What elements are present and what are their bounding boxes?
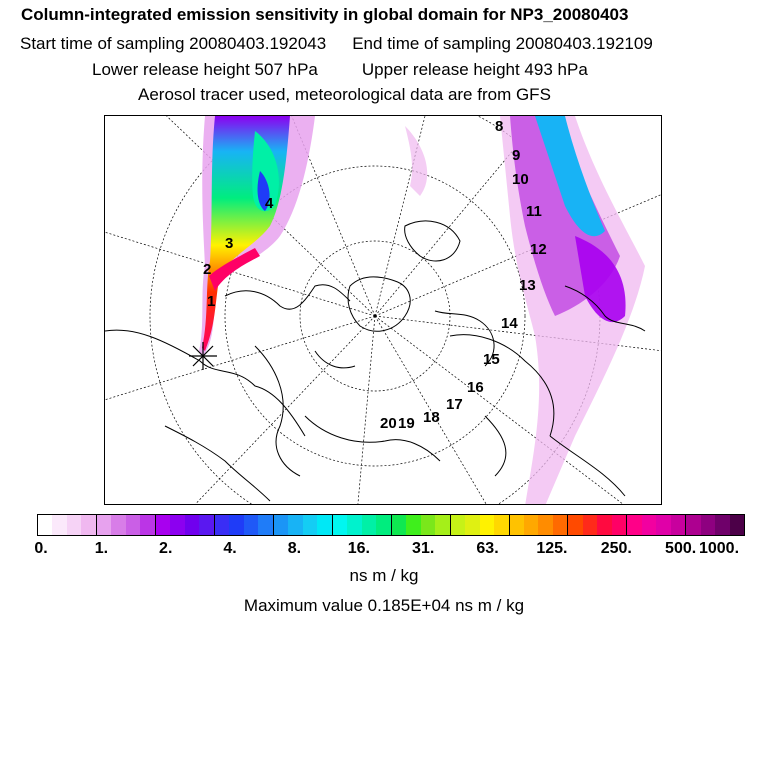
colorbar-segment (656, 515, 670, 535)
colorbar-segment (244, 515, 258, 535)
day-label-18: 18 (423, 409, 440, 426)
colorbar-tick-label: 16. (347, 540, 370, 557)
colorbar-segment (126, 515, 140, 535)
day-label-17: 17 (446, 396, 463, 413)
colorbar-tick-label: 1000. (698, 540, 740, 557)
colorbar-tick-label: 31. (412, 540, 435, 557)
colorbar-tick-label: 1. (94, 540, 109, 557)
colorbar-segment (362, 515, 376, 535)
star-marker (189, 342, 217, 370)
colorbar-unit: ns m / kg (349, 566, 419, 585)
colorbar-segment (597, 515, 611, 535)
colorbar-segment (185, 515, 199, 535)
colorbar-segment (111, 515, 125, 535)
colorbar-tick-label: 8. (287, 540, 302, 557)
day-label-10: 10 (512, 171, 529, 188)
colorbar-segment (465, 515, 479, 535)
colorbar-segment (451, 515, 465, 535)
colorbar-segment (715, 515, 729, 535)
colorbar-segment (392, 515, 406, 535)
colorbar-tick-label: 63. (476, 540, 499, 557)
colorbar-segment (701, 515, 715, 535)
colorbar (37, 514, 745, 536)
sampling-times (20, 34, 653, 54)
colorbar-segment (258, 515, 273, 535)
figure-title: Column-integrated emission sensitivity in global domain for NP3_20080403 (21, 5, 629, 24)
map-svg (105, 116, 662, 505)
lower-release-height: Lower release height 507 hPa (92, 60, 318, 79)
day-label-3: 3 (225, 235, 234, 252)
colorbar-segment (38, 515, 52, 535)
day-label-16: 16 (467, 379, 484, 396)
colorbar-tick-label: 0. (34, 540, 48, 557)
colorbar-segment (274, 515, 288, 535)
colorbar-segment (524, 515, 538, 535)
day-label-19: 19 (398, 415, 415, 432)
colorbar-tick-label: 2. (159, 540, 173, 557)
colorbar-segment (612, 515, 627, 535)
colorbar-segment (627, 515, 641, 535)
day-label-2: 2 (203, 261, 212, 278)
colorbar-tick-label: 500. (665, 540, 697, 557)
colorbar-segment (376, 515, 391, 535)
colorbar-segment (140, 515, 155, 535)
colorbar-segment (317, 515, 332, 535)
colorbar-segment (406, 515, 420, 535)
colorbar-segment (347, 515, 361, 535)
colorbar-segment (333, 515, 347, 535)
day-label-15: 15 (483, 351, 500, 368)
colorbar-segment (583, 515, 597, 535)
colorbar-segment (52, 515, 66, 535)
end-time: End time of sampling 20080403.192109 (352, 34, 653, 53)
colorbar-segment (510, 515, 524, 535)
colorbar-segment (553, 515, 568, 535)
day-label-20: 20 (380, 415, 397, 432)
colorbar-segment (170, 515, 184, 535)
maximum-value: Maximum value 0.185E+04 ns m / kg (243, 596, 525, 615)
colorbar-segment (97, 515, 111, 535)
colorbar-segment (421, 515, 435, 535)
day-label-1: 1 (207, 293, 216, 310)
day-label-14: 14 (501, 315, 518, 332)
colorbar-segment (568, 515, 582, 535)
tracer-note: Aerosol tracer used, meteorological data are from GFS (138, 85, 551, 104)
day-label-11: 11 (526, 203, 542, 220)
colorbar-segment (215, 515, 229, 535)
day-label-12: 12 (530, 241, 547, 258)
colorbar-segment (81, 515, 96, 535)
day-label-4: 4 (265, 195, 274, 212)
release-heights (92, 60, 588, 80)
upper-release-height: Upper release height 493 hPa (361, 60, 588, 79)
day-label-9: 9 (512, 147, 521, 164)
start-time: Start time of sampling 20080403.192043 (20, 34, 327, 53)
colorbar-segment (303, 515, 317, 535)
map-panel (104, 115, 662, 505)
emission-plume-west (199, 116, 315, 356)
colorbar-segment (671, 515, 686, 535)
colorbar-segment (156, 515, 170, 535)
colorbar-segment (229, 515, 243, 535)
colorbar-tick-label: 250. (600, 540, 632, 557)
colorbar-segment (67, 515, 81, 535)
day-label-8: 8 (495, 118, 504, 135)
colorbar-segment (730, 515, 744, 535)
colorbar-segment (288, 515, 302, 535)
colorbar-segment (642, 515, 656, 535)
day-label-13: 13 (519, 277, 536, 294)
colorbar-segment (686, 515, 700, 535)
colorbar-tick-label: 125. (536, 540, 568, 557)
colorbar-segment (480, 515, 494, 535)
colorbar-segment (435, 515, 450, 535)
colorbar-segment (538, 515, 552, 535)
colorbar-tick-label: 4. (223, 540, 237, 557)
colorbar-segment (494, 515, 509, 535)
colorbar-segment (199, 515, 214, 535)
